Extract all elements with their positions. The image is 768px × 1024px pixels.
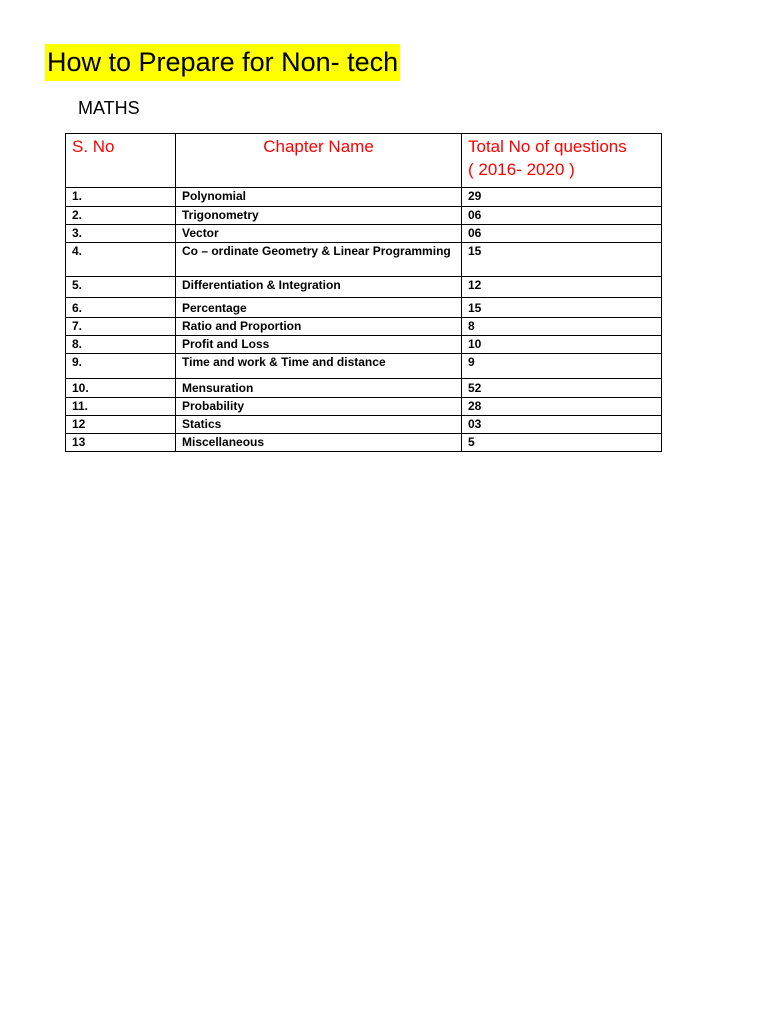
cell-sno: 10. [66, 379, 176, 398]
table-row [66, 225, 662, 243]
table-row [66, 354, 662, 379]
cell-chapter: Statics [176, 416, 462, 434]
cell-sno: 7. [66, 318, 176, 336]
page-title: How to Prepare for Non- tech [45, 44, 400, 81]
cell-sno: 12 [66, 416, 176, 434]
cell-sno: 1. [66, 188, 176, 207]
header-total-line1: Total No of questions [468, 137, 627, 156]
cell-chapter: Vector [176, 225, 462, 243]
cell-sno: 6. [66, 298, 176, 318]
header-chapter-name: Chapter Name [176, 134, 462, 188]
cell-total: 15 [462, 298, 662, 318]
cell-total: 29 [462, 188, 662, 207]
cell-chapter: Probability [176, 398, 462, 416]
cell-sno: 3. [66, 225, 176, 243]
cell-chapter: Co – ordinate Geometry & Linear Programming [176, 243, 462, 277]
cell-sno: 4. [66, 243, 176, 277]
table-row [66, 298, 662, 318]
table-row [66, 243, 662, 277]
cell-chapter: Mensuration [176, 379, 462, 398]
cell-total: 12 [462, 277, 662, 298]
cell-total: 5 [462, 434, 662, 452]
table-row [66, 188, 662, 207]
cell-sno: 5. [66, 277, 176, 298]
cell-chapter: Time and work & Time and distance [176, 354, 462, 379]
cell-chapter: Ratio and Proportion [176, 318, 462, 336]
cell-sno: 13 [66, 434, 176, 452]
table-header-row [66, 134, 662, 188]
cell-total: 06 [462, 207, 662, 225]
cell-total: 10 [462, 336, 662, 354]
cell-chapter: Profit and Loss [176, 336, 462, 354]
table-row [66, 207, 662, 225]
table-row [66, 416, 662, 434]
table-row [66, 434, 662, 452]
table-row [66, 398, 662, 416]
cell-total: 9 [462, 354, 662, 379]
cell-sno: 2. [66, 207, 176, 225]
header-total-questions [462, 134, 662, 188]
cell-chapter: Trigonometry [176, 207, 462, 225]
cell-sno: 11. [66, 398, 176, 416]
cell-total: 52 [462, 379, 662, 398]
table-row [66, 336, 662, 354]
cell-total: 15 [462, 243, 662, 277]
header-total-line2: ( 2016- 2020 ) [468, 160, 575, 179]
cell-total: 06 [462, 225, 662, 243]
cell-sno: 9. [66, 354, 176, 379]
chapters-table [65, 133, 662, 452]
table-row [66, 379, 662, 398]
cell-total: 28 [462, 398, 662, 416]
subject-heading: MATHS [78, 98, 140, 118]
cell-chapter: Miscellaneous [176, 434, 462, 452]
cell-chapter: Percentage [176, 298, 462, 318]
table-row [66, 277, 662, 298]
header-sno: S. No [66, 134, 176, 188]
table-row [66, 318, 662, 336]
cell-chapter: Differentiation & Integration [176, 277, 462, 298]
cell-sno: 8. [66, 336, 176, 354]
cell-chapter: Polynomial [176, 188, 462, 207]
cell-total: 03 [462, 416, 662, 434]
cell-total: 8 [462, 318, 662, 336]
